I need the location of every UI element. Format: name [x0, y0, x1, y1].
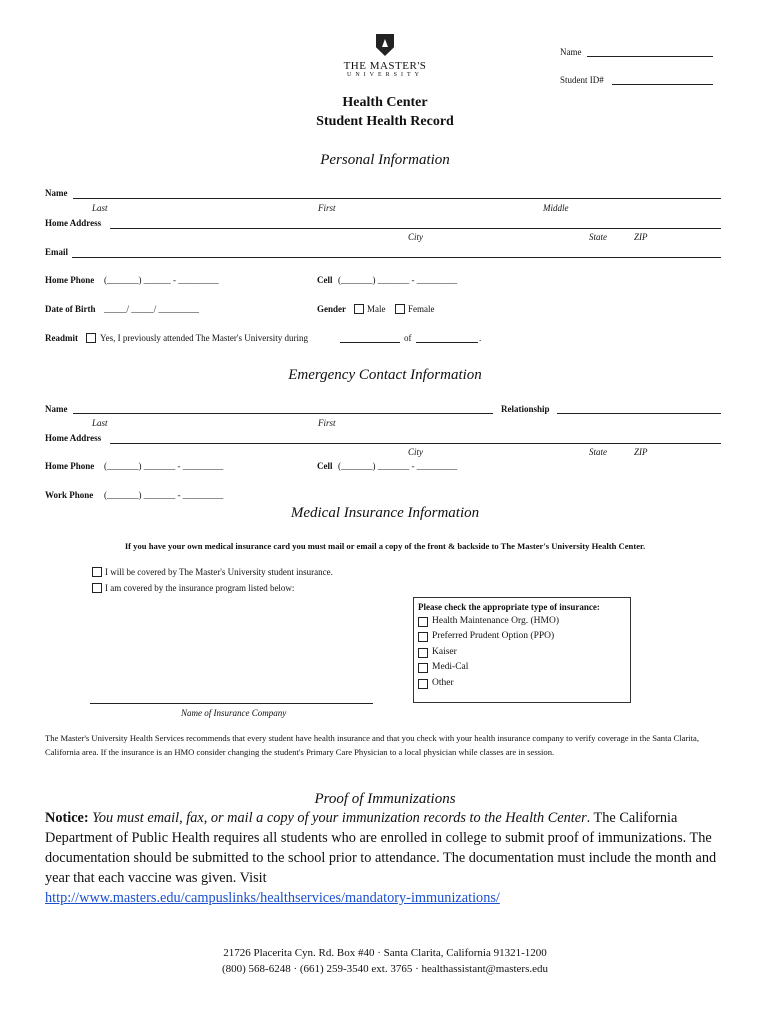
address-sub-state: State [589, 232, 607, 242]
ec-name-sub-first: First [318, 418, 336, 428]
gender-male-label: Male [367, 304, 386, 314]
ec-home-address-label: Home Address [45, 433, 102, 443]
immunization-notice [45, 808, 735, 908]
ec-address-sub-zip: ZIP [634, 447, 648, 457]
ec-work-phone-field[interactable]: (_______) _______ - _________ [104, 490, 224, 500]
immunization-section-title: Proof of Immunizations [314, 791, 456, 807]
hmo-checkbox[interactable] [418, 617, 428, 627]
readmit-year-field[interactable] [416, 342, 478, 343]
relationship-field[interactable] [557, 413, 721, 414]
notice-italic: You must email, fax, or mail a copy of your immunization records to the Health Center [92, 810, 587, 826]
home-address-label: Home Address [45, 218, 102, 228]
name-sub-last: Last [92, 203, 108, 213]
own-insurance-checkbox[interactable] [92, 583, 102, 593]
header-student-id-label: Student ID# [560, 75, 604, 85]
readmit-text: Yes, I previously attended The Master's University during [100, 333, 309, 343]
relationship-label: Relationship [501, 404, 550, 414]
insurance-notice: If you have your own medical insurance card you must mail or email a copy of the front & backside to The Master's University Health Center. [124, 541, 646, 551]
ec-home-phone-field[interactable]: (_______) _______ - _________ [104, 461, 224, 471]
readmit-label: Readmit [45, 333, 78, 343]
logo-text: THE MASTER'S [343, 60, 427, 72]
ec-name-label: Name [45, 404, 68, 414]
gender-male-checkbox[interactable] [354, 304, 364, 314]
page-subtitle: Student Health Record [316, 114, 454, 129]
footer-address: 21726 Placerita Cyn. Rd. Box #40 · Santa Clarita, California 91321-1200 [223, 947, 547, 959]
emergency-section-title: Emergency Contact Information [288, 367, 482, 383]
readmit-term-field[interactable] [340, 342, 400, 343]
ec-cell-field[interactable]: (_______) _______ - _________ [338, 461, 458, 471]
name-sub-first: First [318, 203, 336, 213]
ppo-checkbox[interactable] [418, 632, 428, 642]
home-phone-field[interactable]: (_______) ______ - _________ [104, 275, 219, 285]
header-name-field[interactable] [587, 56, 713, 57]
email-field[interactable] [72, 257, 721, 258]
kaiser-label: Kaiser [432, 647, 457, 657]
dob-field[interactable]: _____/ _____/ _________ [104, 304, 200, 314]
readmit-end: . [479, 333, 482, 343]
ec-home-address-field[interactable] [110, 443, 721, 444]
cell-field[interactable]: (_______) _______ - _________ [338, 275, 458, 285]
gender-female-checkbox[interactable] [395, 304, 405, 314]
address-sub-city: City [408, 232, 423, 242]
hmo-label: Health Maintenance Org. (HMO) [432, 616, 559, 626]
page-title: Health Center [342, 95, 428, 110]
readmit-checkbox[interactable] [86, 333, 96, 343]
home-address-field[interactable] [110, 228, 721, 229]
insurance-company-label: Name of Insurance Company [181, 708, 287, 718]
gender-label: Gender [317, 304, 346, 314]
ec-address-sub-state: State [589, 447, 607, 457]
notice-label: Notice: [45, 810, 89, 826]
logo-subtext: UNIVERSITY [347, 72, 423, 78]
footer-contact: (800) 568-6248 · (661) 259-3540 ext. 3765 · healthassistant@masters.edu [221, 963, 548, 975]
header-name-label: Name [560, 47, 582, 57]
ec-name-sub-last: Last [92, 418, 108, 428]
student-insurance-checkbox[interactable] [92, 567, 102, 577]
name-sub-middle: Middle [543, 203, 569, 213]
personal-section-title: Personal Information [320, 152, 450, 168]
ec-name-field[interactable] [73, 413, 493, 414]
ec-cell-label: Cell [317, 461, 333, 471]
university-crest-icon [376, 34, 394, 56]
name-label: Name [45, 188, 68, 198]
other-label: Other [432, 678, 454, 688]
header-student-id-field[interactable] [612, 84, 713, 85]
readmit-of: of [404, 333, 412, 343]
medi-cal-checkbox[interactable] [418, 663, 428, 673]
ec-home-phone-label: Home Phone [45, 461, 95, 471]
name-field[interactable] [73, 198, 721, 199]
ec-address-sub-city: City [408, 447, 423, 457]
insurance-recommendation: The Master's University Health Services recommends that every student have health insurance and that you check with your health insurance company to verify coverage in the Santa Clarita, California area. If the insurance is an HMO consider changing the student's Primary Care Physician to a local physician while classes are in session. [45, 733, 699, 757]
student-insurance-label: I will be covered by The Master's University student insurance. [105, 567, 333, 577]
home-phone-label: Home Phone [45, 275, 95, 285]
medi-cal-label: Medi-Cal [432, 662, 469, 672]
dob-label: Date of Birth [45, 304, 96, 314]
insurance-company-field[interactable] [90, 703, 373, 704]
cell-label: Cell [317, 275, 333, 285]
other-checkbox[interactable] [418, 679, 428, 689]
notice-rest: . The California Department of Public Health requires all students who are enrolled in college to submit proof of immunizations. The documentation should be submitted to the school prior to attendance. The documentation must include the month and year that each vaccine was given. Visit [45, 810, 717, 886]
ppo-label: Preferred Prudent Option (PPO) [432, 631, 555, 641]
ec-work-phone-label: Work Phone [45, 490, 94, 500]
own-insurance-label: I am covered by the insurance program listed below: [105, 583, 295, 593]
address-sub-zip: ZIP [634, 232, 648, 242]
gender-female-label: Female [408, 304, 435, 314]
insurance-type-title: Please check the appropriate type of insurance: [418, 602, 600, 612]
email-label: Email [45, 247, 69, 257]
insurance-type-box [413, 597, 631, 703]
immunization-link[interactable]: http://www.masters.edu/campuslinks/healthservices/mandatory-immunizations/ [45, 890, 500, 906]
kaiser-checkbox[interactable] [418, 648, 428, 658]
insurance-section-title: Medical Insurance Information [290, 505, 480, 521]
